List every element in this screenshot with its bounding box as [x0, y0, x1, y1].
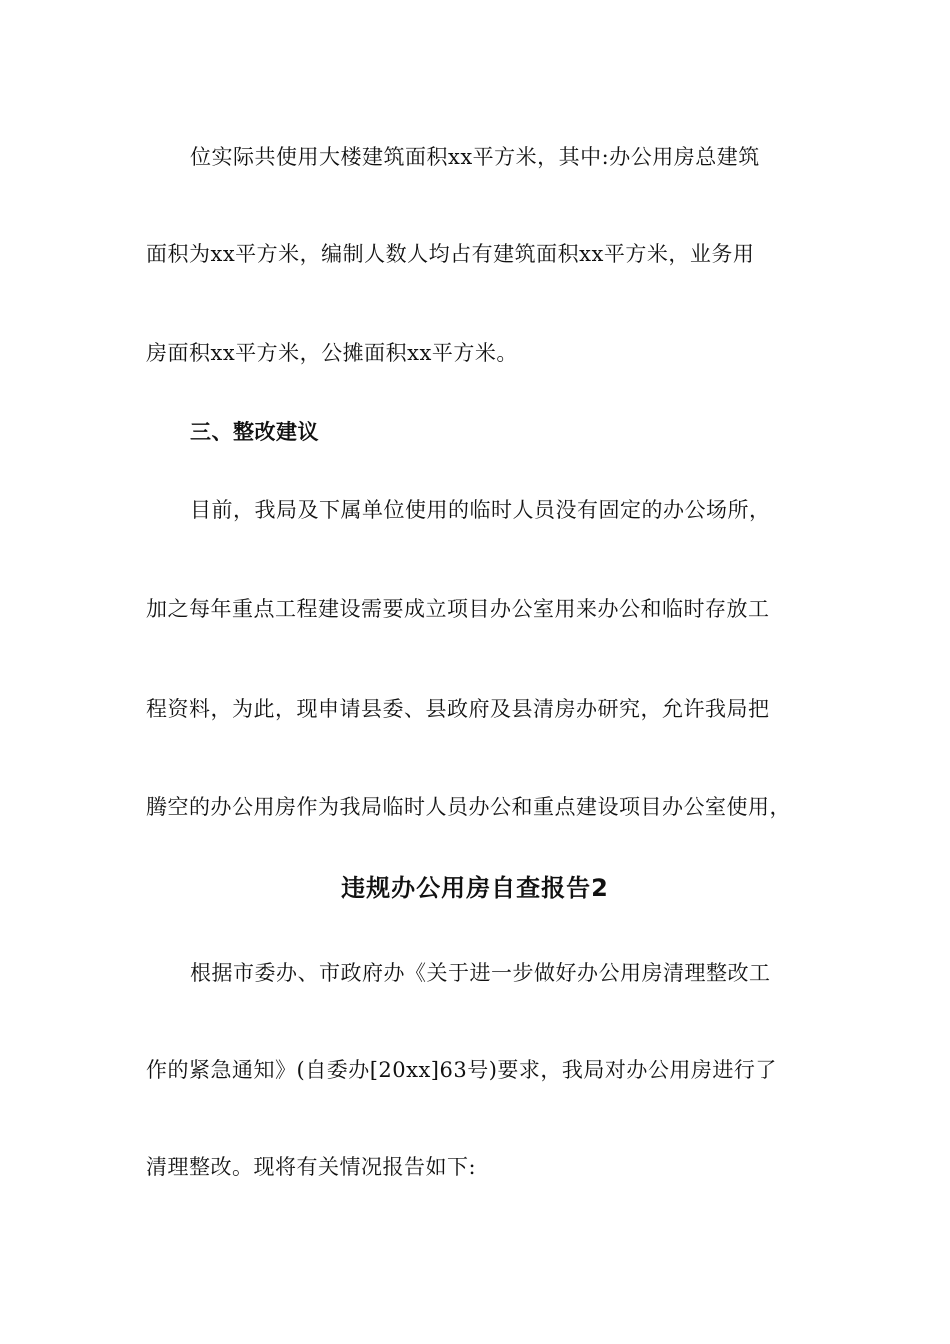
paragraph-line: 根据市委办、市政府办《关于进一步做好办公用房清理整改工: [190, 961, 771, 985]
paragraph-line: 清理整改。现将有关情况报告如下:: [146, 1155, 477, 1179]
paragraph-line: 面积为xx平方米，编制人数人均占有建筑面积xx平方米，业务用: [146, 242, 755, 266]
paragraph-line: 作的紧急通知》(自委办[20xx]63号)要求，我局对办公用房进行了: [146, 1058, 777, 1082]
paragraph-line: 程资料，为此，现申请县委、县政府及县清房办研究，允许我局把: [146, 697, 770, 721]
paragraph-line: 腾空的办公用房作为我局临时人员办公和重点建设项目办公室使用，: [146, 795, 791, 819]
paragraph-line: 房面积xx平方米，公摊面积xx平方米。: [146, 341, 518, 365]
paragraph-line: 加之每年重点工程建设需要成立项目办公室用来办公和临时存放工: [146, 597, 770, 621]
section-heading: 三、整改建议: [190, 420, 319, 444]
paragraph-line: 目前，我局及下属单位使用的临时人员没有固定的办公场所，: [190, 498, 771, 522]
paragraph-line: 位实际共使用大楼建筑面积xx平方米，其中:办公用房总建筑: [190, 145, 760, 169]
document-title: 违规办公用房自查报告2: [341, 874, 609, 902]
